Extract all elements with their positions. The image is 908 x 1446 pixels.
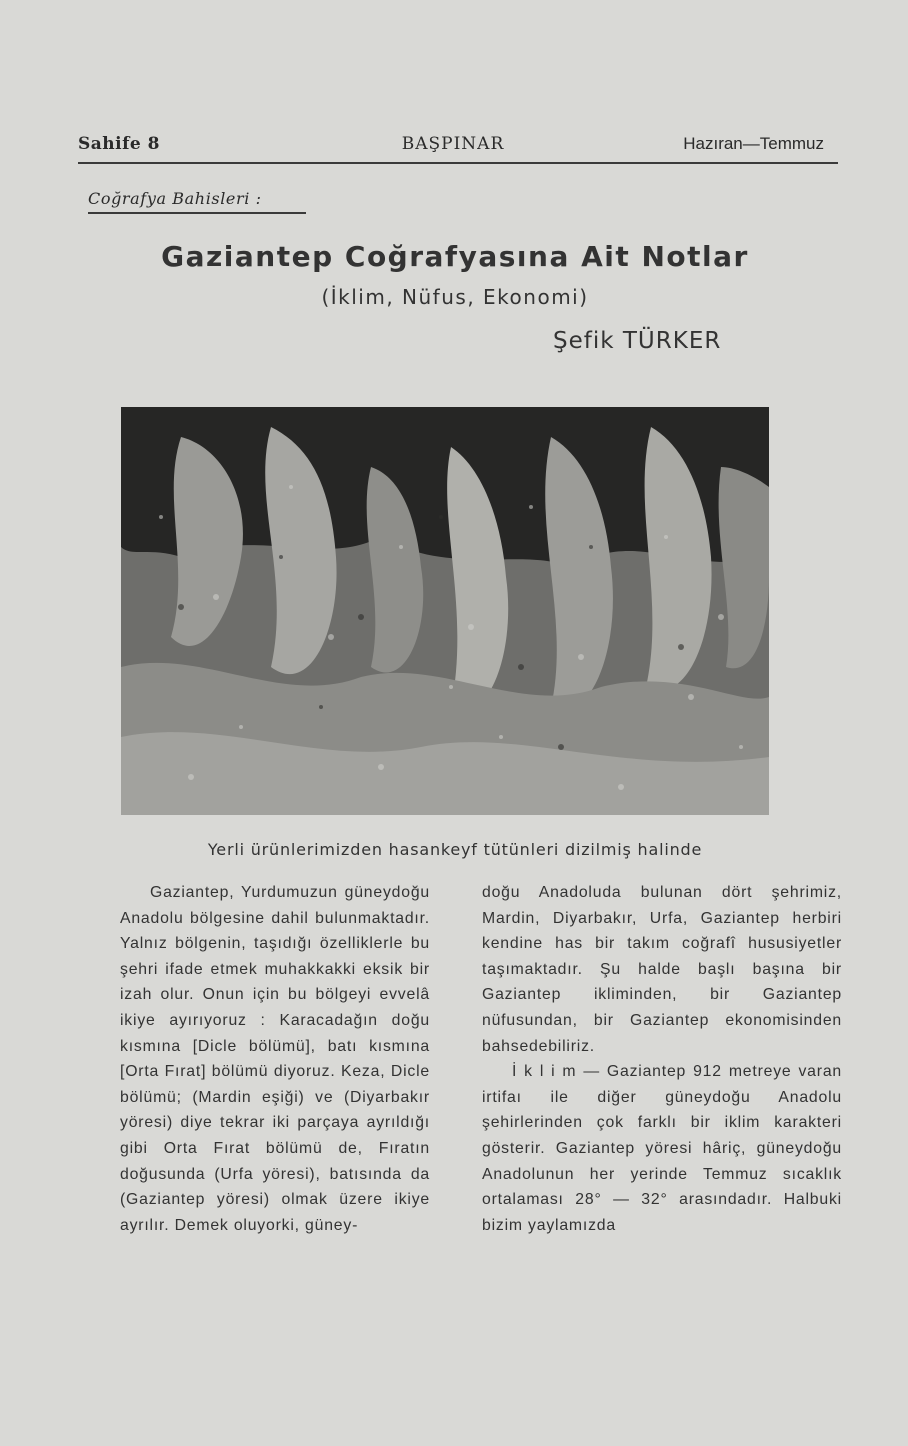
article-subtitle: (İklim, Nüfus, Ekonomi) (321, 285, 589, 309)
article-title: Gaziantep Coğrafyasına Ait Notlar (161, 240, 749, 273)
paragraph: doğu Anadoluda bulunan dört şehrimiz, Mardin, Diyarbakır, Urfa, Gaziantep herbiri kendine has bir takım coğrafî hususiyetler taşımaktadır. Şu halde başlı başına bir Gaziantep ikliminden, bir Gaziantep nüfusundan, bir Gaziantep ekonomisinden bahsedebiliriz. (482, 884, 842, 1055)
section-label: Coğrafya Bahisleri : (88, 189, 306, 214)
paragraph: Gaziantep, Yurdumuzun güneydoğu Anadolu bölgesine dahil bulunmaktadır. Yalnız bölgenin, taşıdığı özelliklerle bu şehri ifade etmek muhakkakki eksik bir izah olur. Onun için bu bölgeyi evvelâ ikiye ayırıyoruz : Karacadağın doğu kısmına [Dicle bölümü], batı kısmına [Orta Fırat] bölümü diyoruz. Keza, Dicle bölümü; (Mardin eşiği) ve (Diyarbakır yöresi) diye tekrar iki parçaya ayrıldığı gibi Orta Fırat bölümü de, Fıratın doğusunda (Urfa yöresi), batısında da (Gaziantep yöresi) olmak üzere ikiye ayrılır. Demek oluyorki, güney- (120, 884, 430, 1234)
photo-caption: Yerli ürünlerimizden hasankeyf tütünleri dizilmiş halinde (207, 840, 703, 859)
photo-illustration (121, 407, 769, 815)
running-header (78, 134, 838, 164)
page-number: Sahife 8 (78, 134, 160, 154)
body-column-left (120, 880, 430, 1238)
article-author: Şefik TÜRKER (553, 328, 722, 354)
body-column-right (482, 880, 842, 1238)
magazine-name: BAŞPINAR (401, 134, 505, 154)
tobacco-photo (121, 407, 769, 815)
issue-date: Hazıran—Temmuz (683, 134, 824, 153)
paragraph: İ k l i m — Gaziantep 912 metreye varan irtifaı ile diğer güneydoğu Anadolu şehirlerinden çok farklı bir iklim karakteri gösterir. Gaziantep yöresi hâriç, güneydoğu Anadolunun her yerinde Temmuz sıcaklık ortalaması 28° — 32° arasındadır. Halbuki bizim yaylamızda (482, 1063, 842, 1234)
